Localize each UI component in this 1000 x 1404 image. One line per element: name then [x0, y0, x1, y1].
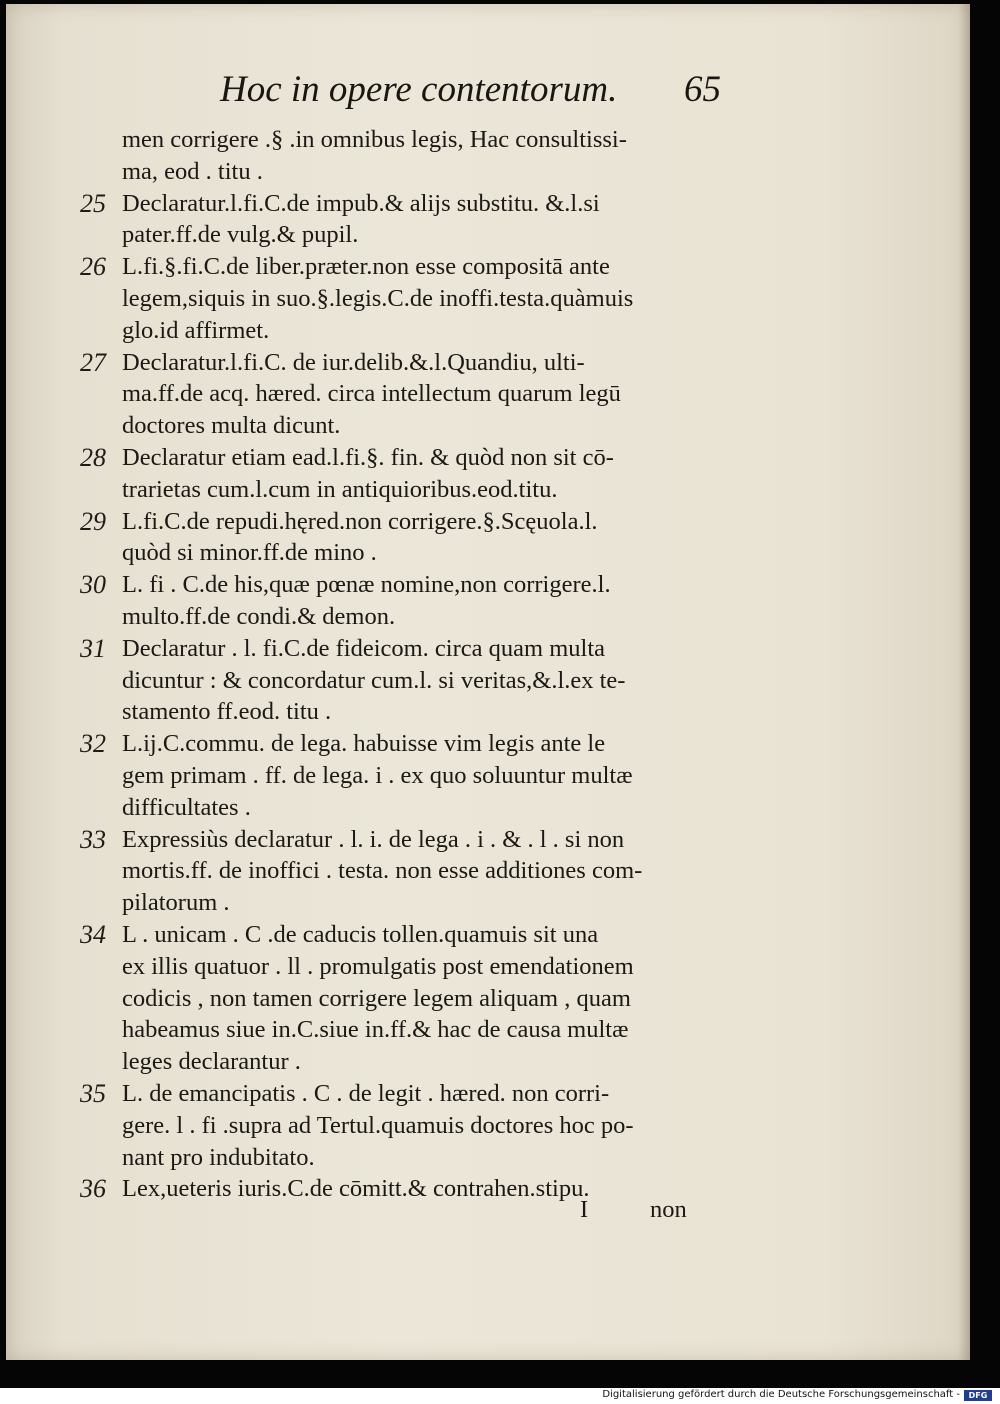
page-edge-shadow	[958, 4, 970, 1360]
entry-text: men corrigere .§ .in omnibus legis, Hac consultissi- ma, eod . titu .	[122, 126, 627, 185]
list-item	[80, 728, 760, 823]
entry-text: L . unicam . C .de caducis tollen.quamuis sit una ex illis quatuor . ll . promulgatis post emendationem codicis , non tamen corrigere legem aliquam , quam habeamus siue in.C.siue in.ff.& hac de causa multæ leges declarantur .	[122, 920, 634, 1076]
entry-number: 27	[80, 347, 106, 377]
entry-number: 30	[80, 570, 106, 600]
list-item	[80, 569, 760, 633]
entry-number: 34	[80, 919, 106, 949]
entry-number: 32	[80, 729, 106, 759]
entry-number: 35	[80, 1078, 106, 1108]
entry-text: Declaratur.l.fi.C. de iur.delib.&.l.Quandiu, ulti- ma.ff.de acq. hæred. circa intellectum quarum legū doctores multa dicunt.	[122, 348, 621, 440]
entry-number: 31	[80, 633, 106, 663]
entry-number: 33	[80, 824, 106, 854]
entry-text: L.fi.§.fi.C.de liber.præter.non esse compositā ante legem,siquis in suo.§.legis.C.de inoffi.testa.quàmuis glo.id affirmet.	[122, 253, 634, 344]
list-item	[80, 251, 760, 346]
running-head	[220, 68, 740, 118]
entry-text: L. fi . C.de his,quæ pœnæ nomine,non corrigere.l. multo.ff.de condi.& demon.	[122, 571, 611, 630]
entry-text: L.fi.C.de repudi.hęred.non corrigere.§.Scęuola.l. quòd si minor.ff.de mino .	[122, 507, 598, 567]
dfg-logo-icon: DFG	[964, 1390, 992, 1401]
list-item	[80, 442, 760, 506]
entry-list	[80, 124, 760, 1205]
entry-text: Lex,ueteris iuris.C.de cōmitt.& contrahen.stipu.	[122, 1175, 590, 1203]
entry-text: Declaratur . l. fi.C.de fideicom. circa quam multa dicuntur : & concordatur cum.l. si veritas,&.l.ex te- stamento ff.eod. titu .	[122, 634, 626, 726]
list-item	[80, 124, 760, 188]
entry-text: L.ij.C.commu. de lega. habuisse vim legis ante le gem primam . ff. de lega. i . ex quo soluuntur multæ difficultates .	[122, 730, 633, 821]
folio-number: 65	[684, 69, 721, 110]
list-item	[80, 1078, 760, 1173]
entry-number: 26	[80, 252, 106, 282]
list-item	[80, 188, 760, 252]
list-item	[80, 506, 760, 570]
list-item	[80, 919, 760, 1078]
running-head-title: Hoc in opere contentorum.	[220, 69, 618, 110]
footer-credit: Digitalisierung gefördert durch die Deutsche Forschungsgemeinschaft -	[602, 1389, 960, 1400]
list-item	[80, 347, 760, 442]
entry-text: Expressiùs declaratur . l. i. de lega . i . & . l . si non mortis.ff. de inoffici . testa. non esse additiones com- pilatorum .	[122, 825, 643, 917]
entry-number: 29	[80, 506, 106, 536]
entry-number: 36	[80, 1174, 106, 1204]
entry-text: Declaratur etiam ead.l.fi.§. fin. & quòd non sit cō- trarietas cum.l.cum in antiquioribus.eod.titu.	[122, 443, 614, 503]
footer-bar	[0, 1388, 1000, 1404]
list-item	[80, 824, 760, 919]
catchword: non	[650, 1196, 687, 1223]
signature-mark: I	[580, 1196, 589, 1223]
list-item	[80, 633, 760, 728]
entry-text: L. de emancipatis . C . de legit . hæred. non corri- gere. l . fi .supra ad Tertul.quamuis doctores hoc po- nant pro indubitato.	[122, 1079, 634, 1171]
entry-number: 25	[80, 188, 106, 218]
entry-number: 28	[80, 442, 106, 472]
entry-text: Declaratur.l.fi.C.de impub.& alijs substitu. &.l.si pater.ff.de vulg.& pupil.	[122, 189, 600, 249]
